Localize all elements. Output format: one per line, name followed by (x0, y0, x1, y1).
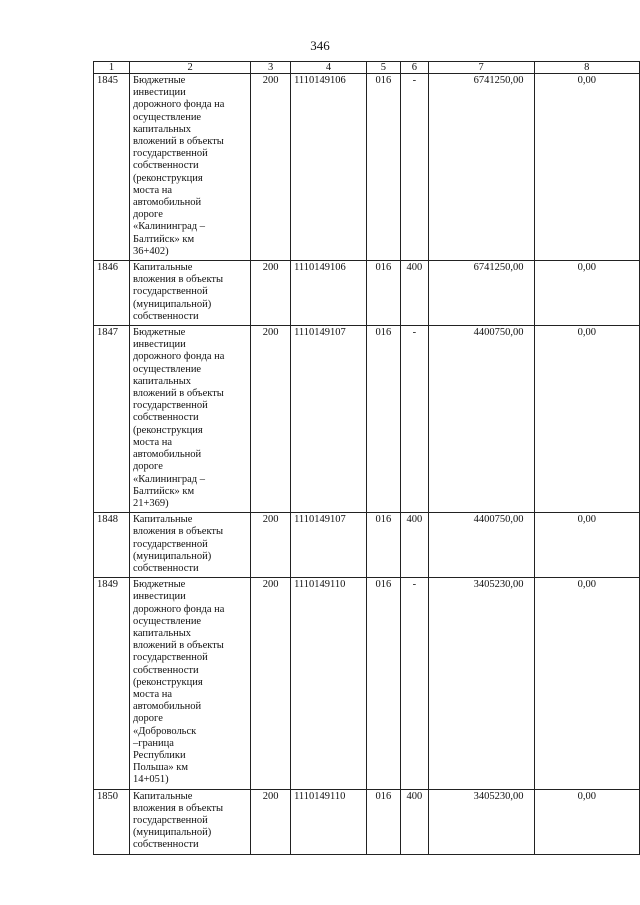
budget-table (93, 61, 640, 855)
column-header: 8 (534, 62, 639, 74)
column-7-cell: 6741250,00 (428, 74, 534, 261)
description-cell: Бюджетные инвестиции дорожного фонда на осуществление капитальных вложений в объекты государственной собственности (реконструкция моста на автомобильной дороге «Калининград – Балтийск» км 36+402) (129, 74, 250, 261)
description-cell: Бюджетные инвестиции дорожного фонда на осуществление капитальных вложений в объекты государственной собственности (реконструкция моста на автомобильной дороге «Калининград – Балтийск» км 21+369) (129, 326, 250, 513)
column-3-cell: 200 (251, 326, 291, 513)
row-number-cell: 1849 (94, 578, 130, 789)
column-4-cell: 1110149106 (291, 261, 367, 326)
column-4-cell: 1110149106 (291, 74, 367, 261)
column-3-cell: 200 (251, 261, 291, 326)
column-header: 4 (291, 62, 367, 74)
column-5-cell: 016 (366, 326, 400, 513)
description-cell: Капитальные вложения в объекты государственной (муниципальной) собственности (129, 513, 250, 578)
column-header: 5 (366, 62, 400, 74)
row-number-cell: 1845 (94, 74, 130, 261)
column-4-cell: 1110149107 (291, 326, 367, 513)
column-header: 1 (94, 62, 130, 74)
column-header: 7 (428, 62, 534, 74)
row-number-cell: 1846 (94, 261, 130, 326)
description-cell: Капитальные вложения в объекты государственной (муниципальной) собственности (129, 789, 250, 854)
column-4-cell: 1110149110 (291, 578, 367, 789)
table-row (94, 261, 640, 326)
column-7-cell: 3405230,00 (428, 789, 534, 854)
table-row (94, 513, 640, 578)
column-3-cell: 200 (251, 578, 291, 789)
description-cell: Бюджетные инвестиции дорожного фонда на осуществление капитальных вложений в объекты государственной собственности (реконструкция моста на автомобильной дороге «Добровольск –граница Республики Польша» км 14+051) (129, 578, 250, 789)
column-6-cell: - (400, 326, 428, 513)
column-8-cell: 0,00 (534, 261, 639, 326)
page-number: 346 (310, 38, 330, 53)
column-5-cell: 016 (366, 261, 400, 326)
header-row (94, 62, 640, 74)
column-4-cell: 1110149110 (291, 789, 367, 854)
column-6-cell: 400 (400, 789, 428, 854)
column-8-cell: 0,00 (534, 326, 639, 513)
row-number-cell: 1847 (94, 326, 130, 513)
column-5-cell: 016 (366, 74, 400, 261)
column-4-cell: 1110149107 (291, 513, 367, 578)
column-5-cell: 016 (366, 789, 400, 854)
table-row (94, 74, 640, 261)
row-number-cell: 1850 (94, 789, 130, 854)
column-header: 6 (400, 62, 428, 74)
column-8-cell: 0,00 (534, 789, 639, 854)
column-8-cell: 0,00 (534, 578, 639, 789)
column-5-cell: 016 (366, 513, 400, 578)
column-8-cell: 0,00 (534, 513, 639, 578)
table-row (94, 789, 640, 854)
column-6-cell: 400 (400, 261, 428, 326)
column-5-cell: 016 (366, 578, 400, 789)
column-3-cell: 200 (251, 513, 291, 578)
row-number-cell: 1848 (94, 513, 130, 578)
column-header: 2 (129, 62, 250, 74)
column-7-cell: 3405230,00 (428, 578, 534, 789)
column-7-cell: 6741250,00 (428, 261, 534, 326)
column-7-cell: 4400750,00 (428, 513, 534, 578)
table-row (94, 326, 640, 513)
column-header: 3 (251, 62, 291, 74)
column-8-cell: 0,00 (534, 74, 639, 261)
column-6-cell: - (400, 578, 428, 789)
table-row (94, 578, 640, 789)
column-6-cell: - (400, 74, 428, 261)
column-7-cell: 4400750,00 (428, 326, 534, 513)
description-cell: Капитальные вложения в объекты государственной (муниципальной) собственности (129, 261, 250, 326)
column-3-cell: 200 (251, 789, 291, 854)
column-3-cell: 200 (251, 74, 291, 261)
column-6-cell: 400 (400, 513, 428, 578)
